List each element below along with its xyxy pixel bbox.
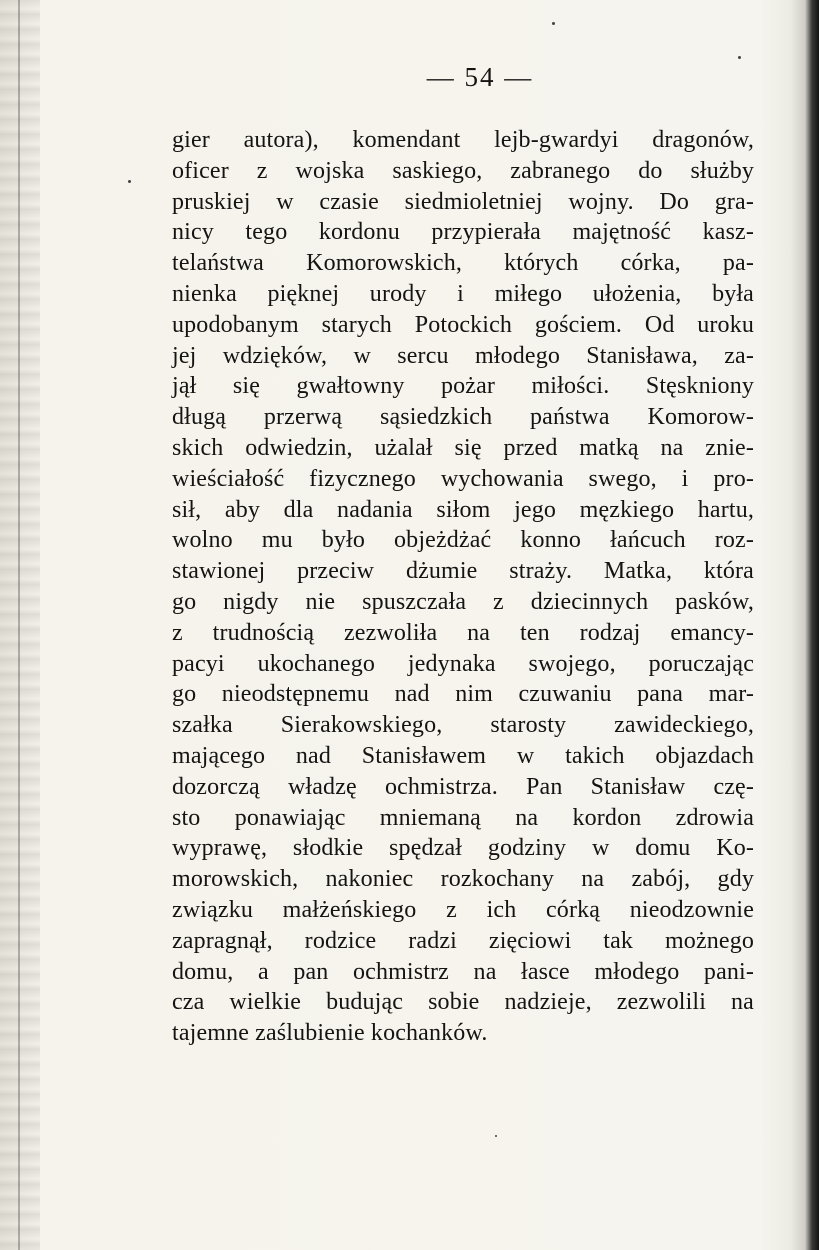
text-line: gier autora), komendant lejb-gwardyi dragonów, bbox=[172, 127, 754, 153]
text-line: stawionej przeciw dżumie straży. Matka, która bbox=[172, 558, 754, 585]
text-line: nienka pięknej urody i miłego ułożenia, była bbox=[172, 280, 754, 307]
page-edge-line bbox=[18, 0, 20, 1250]
text-line: skich odwiedzin, użalał się przed matką na znie- bbox=[172, 434, 754, 461]
text-line: morowskich, nakoniec rozkochany na zabój, gdy bbox=[172, 866, 754, 893]
text-line: go nigdy nie spuszczała z dziecinnych pasków, bbox=[172, 588, 754, 615]
text-line: jął się gwałtowny pożar miłości. Stęskniony bbox=[172, 373, 754, 400]
text-line: z trudnością zezwoliła na ten rodzaj emancy- bbox=[172, 619, 754, 646]
text-line: tajemne zaślubienie kochanków. bbox=[172, 1020, 488, 1047]
text-line: wolno mu było objeżdżać konno łańcuch roz- bbox=[172, 527, 754, 554]
text-line: sił, aby dla nadania siłom jego męzkiego hartu, bbox=[172, 496, 754, 523]
text-line: telaństwa Komorowskich, których córka, pa- bbox=[172, 250, 754, 277]
print-speck bbox=[552, 22, 555, 25]
page-gutter-shadow bbox=[0, 0, 40, 1250]
text-line: dozorczą władzę ochmistrza. Pan Stanisław czę- bbox=[172, 773, 754, 800]
print-speck bbox=[495, 1135, 497, 1137]
text-line: upodobanym starych Potockich gościem. Od uroku bbox=[172, 311, 754, 338]
text-line: go nieodstępnemu nad nim czuwaniu pana mar- bbox=[172, 681, 754, 708]
text-line: długą przerwą sąsiedzkich państwa Komorow- bbox=[172, 404, 754, 431]
text-line: nicy tego kordonu przypierała majętność kasz- bbox=[172, 219, 754, 246]
print-speck bbox=[738, 56, 741, 59]
text-line: wieściałość fizycznego wychowania swego, i pro- bbox=[172, 465, 754, 492]
text-line: oficer z wojska saskiego, zabranego do służby bbox=[172, 157, 754, 184]
text-line: pacyi ukochanego jedynaka swojego, poruczając bbox=[172, 650, 754, 677]
body-text bbox=[172, 125, 754, 1049]
text-line: wyprawę, słodkie spędzał godziny w domu Ko- bbox=[172, 835, 754, 862]
text-line: mającego nad Stanisławem w takich objazdach bbox=[172, 742, 754, 769]
text-line: zapragnął, rodzice radzi zięciowi tak możnego bbox=[172, 927, 754, 954]
text-line: domu, a pan ochmistrz na łasce młodego pani- bbox=[172, 958, 754, 985]
text-line: jej wdzięków, w sercu młodego Stanisława, za- bbox=[172, 342, 754, 369]
text-line: sto ponawiając mniemaną na kordon zdrowia bbox=[172, 804, 754, 831]
text-line: związku małżeńskiego z ich córką nieodzownie bbox=[172, 896, 754, 923]
print-speck bbox=[128, 180, 131, 183]
text-line: cza wielkie budując sobie nadzieje, zezwolili na bbox=[172, 989, 754, 1016]
text-line: pruskiej w czasie siedmioletniej wojny. Do gra- bbox=[172, 188, 754, 215]
text-line: szałka Sierakowskiego, starosty zawideckiego, bbox=[172, 712, 754, 739]
page-number: — 54 — bbox=[426, 62, 534, 92]
